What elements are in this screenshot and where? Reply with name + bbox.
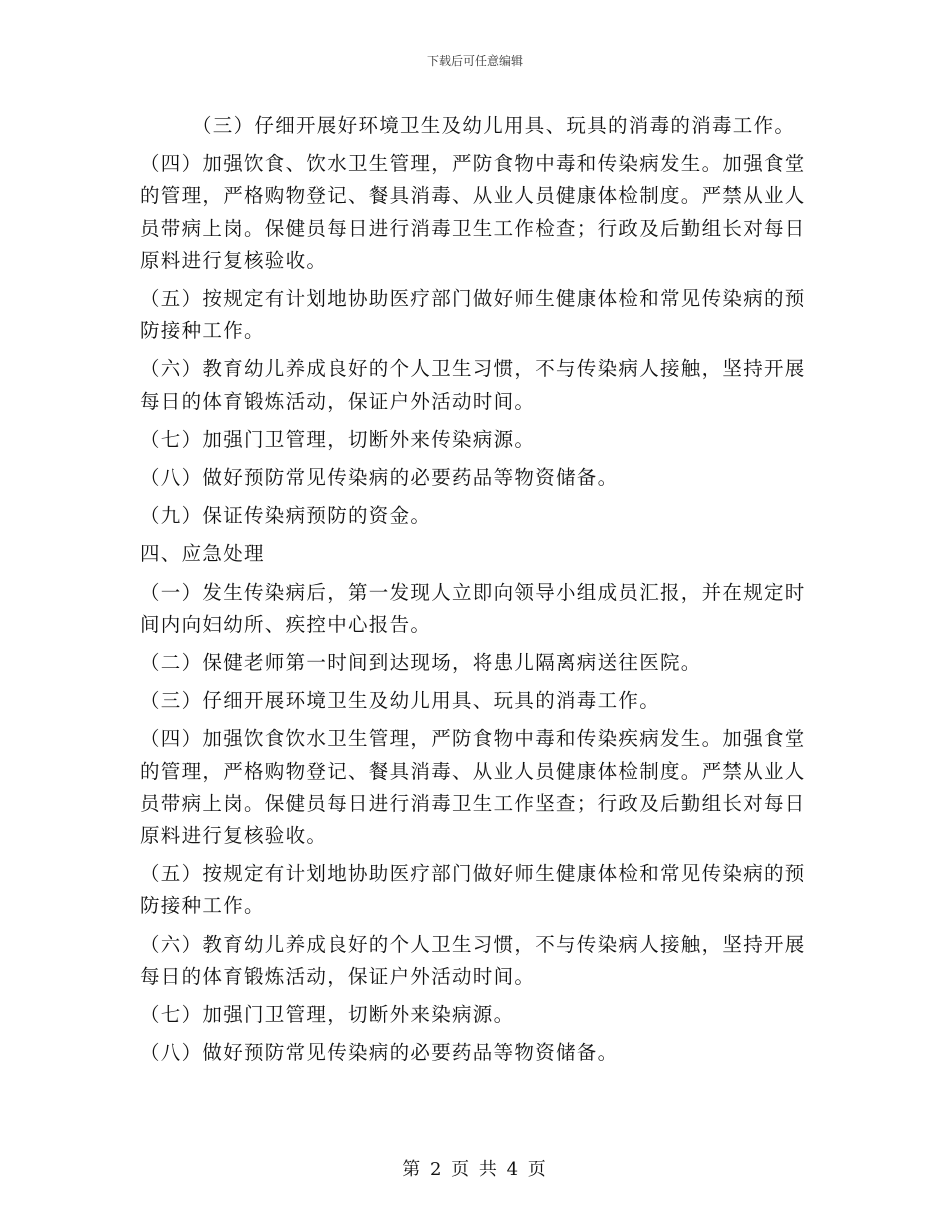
paragraph: （三）仔细开展环境卫生及幼儿用具、玩具的消毒工作。 xyxy=(140,689,661,713)
section-heading: 四、应急处理 xyxy=(140,542,265,566)
page-header: 下载后可任意编辑 xyxy=(426,54,523,68)
paragraph: （二）保健老师第一时间到达现场，将患儿隔离病送往医院。 xyxy=(140,651,702,675)
paragraph: （八）做好预防常见传染病的必要药品等物资储备。 xyxy=(140,466,619,490)
paragraph: （三）仔细开展好环境卫生及幼儿用具、玩具的消毒的消毒工作。 xyxy=(192,114,796,137)
paragraph: （七）加强门卫管理，切断外来染病源。 xyxy=(140,1003,515,1027)
paragraph: （四）加强饮食、饮水卫生管理，严防食物中毒和传染病发生。加强食堂的管理，严格购物登记、餐具消毒、从业人员健康体检制度。严禁从业人员带病上岗。保健员每日进行消毒卫生工作检查；行政及后勤组长对每日原料进行复核验收。 xyxy=(140,152,806,272)
paragraph: （九）保证传染病预防的资金。 xyxy=(140,504,432,528)
paragraph: （八）做好预防常见传染病的必要药品等物资储备。 xyxy=(140,1041,619,1065)
paragraph: （一）发生传染病后，第一发现人立即向领导小组成员汇报，并在规定时间内向妇幼所、疾控中心报告。 xyxy=(140,580,806,636)
paragraph: （七）加强门卫管理，切断外来传染病源。 xyxy=(140,427,536,451)
paragraph: （六）教育幼儿养成良好的个人卫生习惯，不与传染病人接触，坚持开展每日的体育锻炼活动，保证户外活动时间。 xyxy=(140,932,806,988)
document-body xyxy=(140,110,820,1075)
paragraph: （五）按规定有计划地协助医疗部门做好师生健康体检和常见传染病的预防接种工作。 xyxy=(140,862,806,918)
paragraph: （四）加强饮食饮水卫生管理，严防食物中毒和传染疾病发生。加强食堂的管理，严格购物登记、餐具消毒、从业人员健康体检制度。严禁从业人员带病上岗。保健员每日进行消毒卫生工作坚查；行政及后勤组长对每日原料进行复核验收。 xyxy=(140,727,806,848)
paragraph: （六）教育幼儿养成良好的个人卫生习惯，不与传染病人接触，坚持开展每日的体育锻炼活动，保证户外活动时间。 xyxy=(140,357,806,413)
paragraph: （五）按规定有计划地协助医疗部门做好师生健康体检和常见传染病的预防接种工作。 xyxy=(140,287,806,343)
page-number-footer: 第 2 页 共 4 页 xyxy=(402,1159,548,1180)
